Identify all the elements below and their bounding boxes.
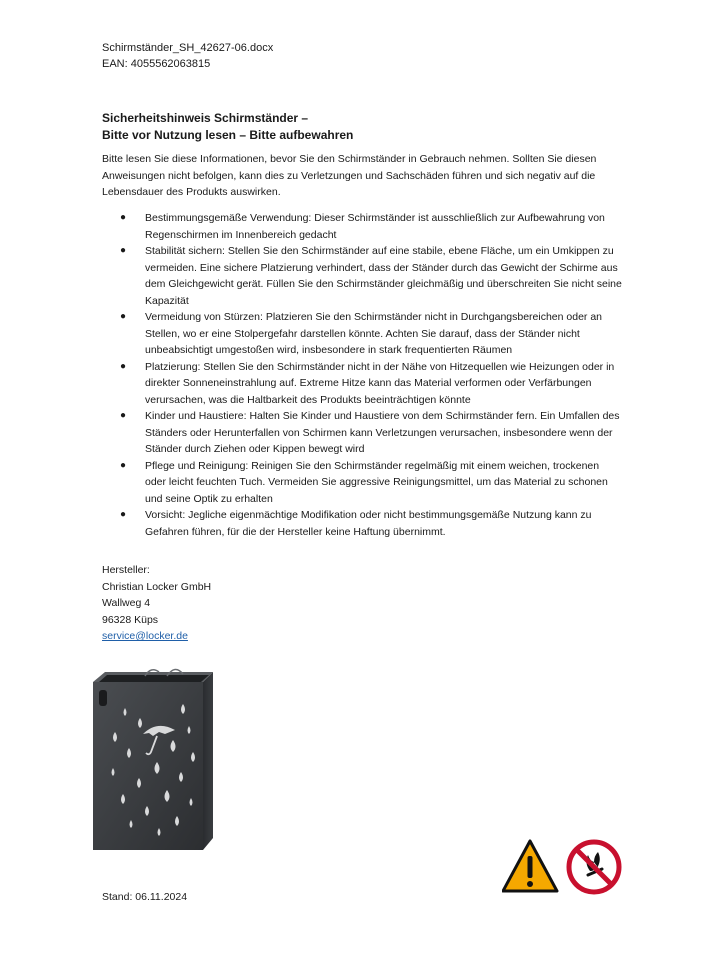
umbrella-stand-image	[85, 660, 230, 865]
manufacturer-block	[102, 562, 211, 645]
rule-text: Stabilität sichern: Stellen Sie den Schirmständer auf eine stabile, ebene Fläche, um ein Umkippen zu vermeiden. Eine sichere Platzierung verhindert, dass der Ständer durch das Gewicht der Schirme aus dem Gleichgewicht gerät. Füllen Sie den Schirmständer gleichmäßig und überschreiten Sie nicht seine Kapazität	[145, 245, 622, 307]
rule-item	[102, 408, 622, 458]
file-name: Schirmständer_SH_42627-06.docx	[102, 42, 274, 54]
rule-item	[102, 210, 622, 243]
rule-text: Vorsicht: Jegliche eigenmächtige Modifikation oder nicht bestimmungsgemäße Nutzung kann zu Gefahren führen, für die der Hersteller keine Haftung übernimmt.	[145, 509, 592, 538]
rule-text: Kinder und Haustiere: Halten Sie Kinder und Haustiere von dem Schirmständer fern. Ein Umfallen des Ständers oder Herunterfallen von Schirmen kann Verletzungen verursachen, insbesondere wenn der Ständer durch Ziehen oder Kippen bewegt wird	[145, 410, 620, 455]
rule-item	[102, 359, 622, 409]
rule-item	[102, 243, 622, 309]
ean-code: EAN: 4055562063815	[102, 58, 211, 70]
rule-text: Platzierung: Stellen Sie den Schirmständer nicht in der Nähe von Hitzequellen wie Heizungen oder in direkter Sonneneinstrahlung auf. Extreme Hitze kann das Material verformen oder Verfärbungen verursachen, was die Haltbarkeit des Produkts beeinträchtigen könnte	[145, 360, 615, 406]
warning-triangle-icon	[503, 841, 557, 891]
title-line-1: Sicherheitshinweis Schirmständer –	[102, 111, 309, 125]
no-open-flame-icon	[569, 842, 619, 892]
bullet-icon: ●	[120, 459, 127, 471]
manufacturer-label: Hersteller:	[102, 564, 150, 576]
rule-text: Pflege und Reinigung: Reinigen Sie den Schirmständer regelmäßig mit einem weichen, trockenen oder leicht feuchten Tuch. Vermeiden Sie aggressive Reinigungsmittel, um das Material zu schonen und seine Optik zu erhalten	[145, 459, 608, 505]
manufacturer-email-link[interactable]: service@locker.de	[102, 630, 188, 642]
bullet-icon: ●	[120, 360, 127, 372]
safety-symbols	[502, 837, 622, 897]
document-date: Stand: 06.11.2024	[102, 891, 188, 903]
rule-item	[102, 507, 622, 540]
rule-item	[102, 458, 622, 508]
rule-text: Vermeidung von Stürzen: Platzieren Sie den Schirmständer nicht in Durchgangsbereichen oder an Stellen, wo er eine Stolpergefahr darstellen könnte. Achten Sie darauf, dass der Ständer nicht unbeabsichtigt umgestoßen wird, insbesondere in stark frequentierten Räumen	[145, 311, 603, 356]
bullet-icon: ●	[120, 410, 127, 421]
manufacturer-name: Christian Locker GmbH	[102, 580, 212, 593]
manufacturer-street: Wallweg 4	[102, 597, 151, 609]
rule-item	[102, 309, 622, 359]
bullet-icon: ●	[120, 212, 127, 223]
safety-rules-list	[102, 210, 622, 540]
manufacturer-city: 96328 Küps	[102, 613, 159, 626]
bullet-icon: ●	[120, 245, 127, 256]
document-title	[102, 110, 353, 144]
document-meta	[102, 40, 273, 72]
rule-text: Bestimmungsgemäße Verwendung: Dieser Schirmständer ist ausschließlich zur Aufbewahrung von Regenschirmen im Innenbereich gedacht	[145, 212, 605, 241]
bullet-icon: ●	[120, 311, 127, 322]
intro-paragraph: Bitte lesen Sie diese Informationen, bevor Sie den Schirmständer in Gebrauch nehmen. Sollten Sie diesen Anweisungen nicht befolgen, kann dies zu Verletzungen und Sachschäden führen und sich negativ auf die Lebensdauer des Produkts auswirken.	[102, 153, 597, 198]
bullet-icon: ●	[120, 509, 127, 520]
title-line-2: Bitte vor Nutzung lesen – Bitte aufbewahren	[102, 128, 354, 142]
